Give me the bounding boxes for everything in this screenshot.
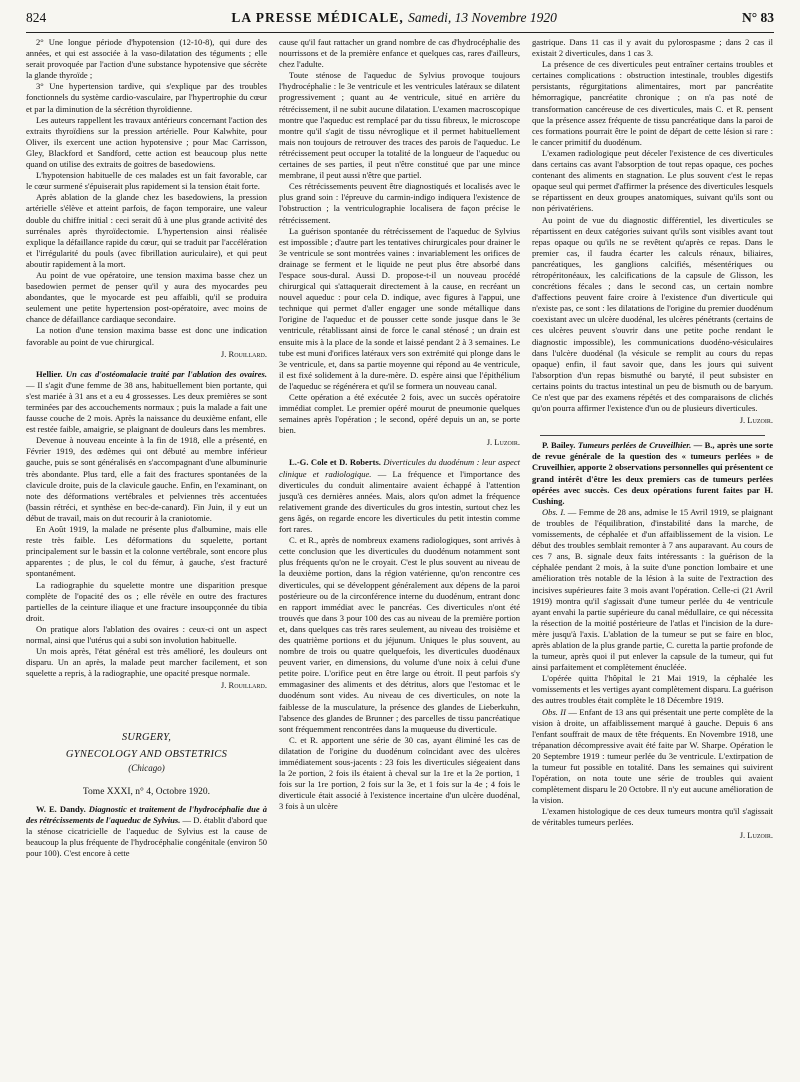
article-title: Un cas d'ostéomalacie traité par l'ablation des ovaires. <box>65 368 268 379</box>
article-title: Diagnostic et traitement de l'hydrocéphalie due à des rétrécissements de l'aqueduc de Sylvius. <box>26 803 268 825</box>
paragraph: Devenue à nouveau enceinte à la fin de 1918, elle a présenté, en Février 1919, des œdèmes qui ont débuté au membre inférieur gauche, puis se sont généralisés en s'accompagnant d'une albuminurie très abondante. Plus tard, elle a fait des fractures spontanées de la clavicule droite, puis de la clavicule gauche. Enfin, en l'examinant, on note des déformations vertébrales et pelviennes très accentuées (bassin rétréci, et synthèse en bec-de-canard). Fin Juin, il y eut un début de travail, mais on dut recourir à la craniotomie. <box>26 435 267 523</box>
observation-text: — Femme de 28 ans, admise le 15 Avril 1919, se plaignant de troubles de l'équilibration, d'instabilité dans la marche, de vomissements, de céphalée et d'un affaiblissement de la vision. Le début des troubles semblait remonter à 7 ans auparavant. Au cours de ces 7 ans, B. signale deux faits intéressants : la guérison de la céphalée pendant 2 mois, à la suite d'une ponction lombaire et une amélioration très notable de la lésion à la suite de l'extraction des incisives supérieures faite 3 mois avant l'opération. Celle-ci (21 Avril 1919) montra qu'il s'agissait d'une tumeur perlée du 4e ventricule ayant envahi la partie supérieure du canal médullaire, ce qui nécessita la résection de la moitié postérieure de l'atlas et l'incision de la dure-mère jusqu'à l'axis. L'ablation de la tumeur se put se faire en bloc, après ablation de la plus grande partie, C. curetta la partie profonde de la tumeur, après quoi il put enlever la capsule de la tumeur, qui fut ainsi parfaitement et complètement énucléée. <box>532 506 773 673</box>
author-signature: J. Luzoir. <box>739 829 773 840</box>
paragraph: Ces rétrécissements peuvent être diagnostiqués et localisés avec le plus grand soin : l'épreuve du carmin-indigo indiquera l'existence de l'obstruction ; la ventriculographie localisera de façon précise le rétrécissement. <box>279 181 520 225</box>
article-text: — La fréquence et l'importance des diverticules du conduit alimentaire avaient échappé à l'attention jusqu'à ces dernières années. Mais, alors qu'on admet la fréquence relativement grande des diverticules du gros intestin, surtout chez les gens âgés, on regarde encore les diverticules du petit intestin comme fort rares. <box>279 468 520 535</box>
section-city: (Chicago) <box>128 763 165 774</box>
issue-number: N° 83 <box>741 10 774 25</box>
issue-date: Samedi, 13 Novembre 1920 <box>408 10 557 25</box>
article-author: P. Bailey. <box>542 440 576 451</box>
paragraph: cause qu'il faut rattacher un grand nombre de cas d'hydrocéphalie des nourrissons et de la première enfance et quelques cas, rares d'ailleurs, chez l'adulte. <box>279 37 520 70</box>
article-paragraph <box>279 457 520 535</box>
paragraph: La radiographie du squelette montre une disparition presque complète de l'opacité des os ; elle révèle en outre des fractures partielles de la ceinture iliaque et une fracture insoupçonnée du tibia droit. <box>26 579 267 623</box>
paragraph: Les auteurs rappellent les travaux antérieurs concernant l'action des extraits thyroïdiens sur la pression artérielle. Pour Kalwhite, pour Oliver, ils exercent une action hypotensive ; pour Mac Carrisson, Gley, Blackford et Sandford, cette action est beaucoup plus nette quand on utilise des extraits de goitres de basedowiens. <box>26 114 267 170</box>
paragraph: L'examen histologique de ces deux tumeurs montra qu'il s'agissait de véritables tumeurs perlées. <box>532 806 773 828</box>
paragraph: Toute sténose de l'aqueduc de Sylvius provoque toujours l'hydrocéphalie : le 3e ventricule et les ventricules latéraux se dilatent progressivement ; quant au 4e ventricule, situé en arrière du rétrécissement, il ne subit aucune dilatation. L'examen macroscopique montre que l'aqueduc est remplacé par du tissu fibreux, le microscope montre qu'il s'agit de tissu névroglique et il permet habituellement mais non toujours de retrouver des traces des parois de l'aqueduc. Le rétrécissement peut occuper la totalité de la longueur de l'aqueduc ou certaines de ses parties, il peut n'être constitué que par une mince membrane, il peut aussi n'être que partiel. <box>279 70 520 181</box>
article-text: — D. établit d'abord que la sténose cicatricielle de l'aqueduc de Sylvius est la cause de beaucoup la plus fréquente de l'hydrocéphalie congénitale (environ 50 pour 100). C'est encore à cette <box>26 814 267 858</box>
paragraph: On pratique alors l'ablation des ovaires : ceux-ci ont un aspect normal, ainsi que l'utérus qui a subi son involution habituelle. <box>26 623 267 645</box>
paragraph: L'opérée quitta l'hôpital le 21 Mai 1919, la céphalée les vomissements et les vertiges ayant complètement disparu. La guérison des autres troubles était complète le 18 Décembre 1919. <box>532 673 773 706</box>
columns <box>26 37 774 859</box>
journal-title: LA PRESSE MÉDICALE, <box>231 10 404 25</box>
article-title: Diverticules du duodénum : leur aspect clinique et radiologique. <box>279 457 520 479</box>
masthead <box>231 10 557 26</box>
paragraph: Au point de vue opératoire, une tension maxima basse chez un basedowien permet de penser qu'il y aura des myocardes peu abondantes, que le myocarde est peu affaibli, qu'il se produira seulement une petite hypertension post-opératoire, avec moins de chance de défaillance cardiaque secondaire. <box>26 269 267 325</box>
paragraph: C. et R. apportent une série de 30 cas, ayant éliminé les cas de dilatation de l'origine du duodénum coïncidant avec des ulcères immédiatement sous-jacents : 23 fois les diverticules siégeaient dans la 2e portion, 2 fois ils étaient à cheval sur la 1re et la 2e portion, 1 fois sur la 1re portion, 2 fois sur la 3e, et 1 fois sur la 4e ; 4 fois le diverticule était associé à l'existence incertaine d'un ulcère duodénal, 3 fois à un ulcère <box>279 734 520 812</box>
article-author: Hellier. <box>36 368 63 379</box>
paragraph: 2° Une longue période d'hypotension (12-10-8), qui dure des années, et qui est associée à la vaso-dilatation des téguments ; elle serait provoquée par l'action d'une substance hypotensive que sécrète la glande thyroïde ; <box>26 37 267 81</box>
article-title: Tumeurs perlées de Cruveilhier. <box>577 440 692 451</box>
section-heading-line2: GYNECOLOGY AND OBSTETRICS <box>65 749 228 761</box>
paragraph: Après ablation de la glande chez les basedowiens, la pression artérielle s'élève et atteint parfois, de façon temporaire, une valeur double du chiffre initial : ceci serait dû à une plus grande activité des surrénales après thyroïdectomie. L'hypertension ainsi réalisée explique la défaillance rapide du cœur, qui se traduit par l'accélération et l'irrégularité du pouls (avec fibrillation auriculaire), et qui peut aboutir rapidement à la mort. <box>26 192 267 269</box>
paragraph: Au point de vue du diagnostic différentiel, les diverticules se répartissent en deux catégories suivant qu'ils sont visibles avant tout repas opaque ou qu'ils ne se revêtent qu'après ce repas. Dans le premier cas, il faudra écarter les calculs rénaux, biliaires, pancréatiques, les ganglions calcifiés, mésentériques ou rétropéritonéaux, les calcifications de la capsule de Glisson, les concrétions fécales ; dans le second cas, un certain nombre d'affections peuvent faire croire à l'existence d'un diverticule qui n'existe pas, ce sont : les dilatations de l'origine du premier duodénum coexistant avec un ulcère duodénal, les ulcères pénétrants (certains de ces ulcères peuvent s'ouvrir dans une petite poche rendant le diagnostic impossible), les communications duodéno-vésiculaires dans l'ulcère duodénal (la vésicule se remplit au cours du repas opaque) enfin, il faut savoir que, dans les jours qui suivent l'absorption d'un repas bismuthé ou baryté, il peut subsister en certains points du tractus intestinal un peu de bismuth ou de baryum. Ce n'est que par des examens répétés et des comparaisons de clichés qu'on pourra affirmer l'existence d'un ou de plusieurs diverticules. <box>532 214 773 414</box>
paragraph: C. et R., après de nombreux examens radiologiques, sont arrivés à cette conclusion que les diverticules du duodénum notamment sont plus fréquents qu'on ne le croyait. C'est le plus souvent au niveau de la deuxième portion, dans la région vatérienne, qu'on rencontre ces diverticules, qui se développent généralement aux dépens de la paroi postérieure ou de la circonférence interne du duodénum, entrant donc en rapport immédiat avec le pancréas. Ces diverticules n'ont été trouvés que dans 3 pour 100 des cas au niveau de la première portion et, dans quelques cas très rares seulement, au niveau des troisième et des quatrième portions et du jéjunum. Uniques le plus souvent, au nombre de trois ou quatre quelquefois, les diverticules duodénaux peuvent varier, en dimensions, du volume d'une noix à celui d'une petite poire. L'orifice peut en être large ou étroit. Il peut parfois s'y emmagasiner des aliments et des détritus, alors que l'estomac et le duodénum sont vides. Au niveau de ces diverticules, on note la faiblesse de la musculature, la présence des glandes de Lieberkuhn, l'absence des glandes de Brunner ; des parcelles de tissu pancréatique sont fréquemment rencontrées dans la muqueuse du diverticule. <box>279 535 520 734</box>
paragraph: gastrique. Dans 11 cas il y avait du pylorospasme ; dans 2 cas il existait 2 diverticules, dans 1 cas 3. <box>532 37 773 59</box>
page-header <box>26 10 774 33</box>
section-heading: SURGERY, <box>121 732 172 744</box>
column-2 <box>279 37 520 859</box>
article-author: L.-G. Cole et D. Roberts. <box>289 457 381 468</box>
author-signature: J. Luzoir. <box>486 437 520 448</box>
observation-label: Obs. I. <box>542 506 566 517</box>
observation-text: — Enfant de 13 ans qui présentait une perte complète de la vision à droite, un affaiblissement marqué à gauche. Depuis 6 ans l'enfant souffrait de maux de tête fréquents. En Novembre 1918, une trépanation décompressive avait été faite par W. Sharpe. Opération le 20 Septembre 1919 : tumeur perlée du 3e ventricule. L'extirpation de la tumeur fut possible en totalité. Dans les semaines qui suivirent l'opération, on nota toute une série de troubles qui avaient complètement disparu le 20 Octobre. Il n'y eut aucune amélioration de la vision. <box>532 706 773 806</box>
page-number: 824 <box>26 10 47 25</box>
observation-paragraph <box>532 707 773 807</box>
divider <box>540 435 765 436</box>
author-signature: J. Rouillard. <box>220 680 267 691</box>
observation-paragraph <box>532 507 773 673</box>
article-paragraph <box>532 440 773 507</box>
article-text: — Il s'agit d'une femme de 38 ans, habituellement bien portante, qui s'est mariée à 31 ans et a eu 4 grossesses. Les deux premières se sont terminées par des accouchements normaux ; puis la malade a fait une fausse couche de 2 mois. Après la naissance du deuxième enfant, elle est restée faible, amaigrie, se plaignant de douleurs dans les membres. <box>26 379 267 435</box>
column-3 <box>532 37 773 859</box>
paragraph: L'hypotension habituelle de ces malades est un fait favorable, car le cœur surmené s'épuiserait plus rapidement si la tension était forte. <box>26 170 267 192</box>
article-author: W. E. Dandy. <box>36 803 86 814</box>
journal-issue: Tome XXXI, n° 4, Octobre 1920. <box>82 786 211 797</box>
author-signature: J. Rouillard. <box>220 348 267 359</box>
paragraph: Cette opération a été exécutée 2 fois, avec un succès opératoire immédiat complet. Le premier opéré mourut de pneumonie quelques semaines après l'opération ; le second, opéré depuis un an, se porte bien. <box>279 392 520 436</box>
article-text: — B., après une sorte de revue générale de la question des « tumeurs perlées » de Cruveilhier, apporte 2 observations personnelles qui présentent ce grand intérêt d'être les deux premiers cas de tumeurs perlées opérées avec succès. Ces deux opérations furent faites par H. Cushing. <box>532 440 773 506</box>
paragraph: La présence de ces diverticules peut entraîner certains troubles et certaines complications : obstruction intestinale, troubles digestifs persistants, régurgitations alimentaires, mort par pancréatite hémorragique, pancréatite chronique ; on n'a pas noté de transformation cancéreuse de ces diverticules, mais C. et R. pensent que la présence assez fréquente de tissu pancréatique dans la paroi de ces formations pourrait être le point de départ de cette lésion si rare : le cancer primitif du duodénum. <box>532 59 773 147</box>
paragraph: La notion d'une tension maxima basse est donc une indication favorable au point de vue chirurgical. <box>26 325 267 347</box>
article-paragraph <box>26 369 267 436</box>
article-paragraph <box>26 804 267 859</box>
paragraph: En Août 1919, la malade ne présente plus d'albumine, mais elle reste très faible. Les déformations du squelette, portant principalement sur le bassin et la colonne vertébrale, sont encore plus apparentes ; de plus, le col du fémur, à gauche, s'est fracturé spontanément. <box>26 524 267 579</box>
author-signature: J. Luzoir. <box>739 415 773 426</box>
observation-label: Obs. II <box>542 706 566 717</box>
column-1 <box>26 37 267 859</box>
paragraph: L'examen radiologique peut déceler l'existence de ces diverticules dans certains cas avant l'absorption de tout repas opaque, ces poches contenant des aliments en stagnation. Le plus souvent c'est le repas opaque seul qui permet d'affirmer la présence des diverticules lesquels se répartissent en deux groupes anatomiques, suivant qu'ils sont ou non périvatériens. <box>532 147 773 214</box>
paragraph: Un mois après, l'état général est très amélioré, les douleurs ont disparu. Un an après, la malade peut marcher facilement, et son squelette a repris, à la radiographie, une opacité presque normale. <box>26 646 267 679</box>
paragraph: 3° Une hypertension tardive, qui s'explique par des troubles fonctionnels du système cardio-vasculaire, par l'hypertrophie du cœur et par la diminution de la sécrétion thyroïdienne. <box>26 81 267 114</box>
paragraph: La guérison spontanée du rétrécissement de l'aqueduc de Sylvius est impossible ; d'autre part les tentatives chirurgicales pour drainer le 3e ventricule se sont montrées vaines : invariablement les orifices de drainage se ferment et le liquide ne peut plus être absorbé dans l'espace sous-dural. Aussi D. propose-t-il un nouveau procédé chirurgical qui s'attaquerait directement à la cause, en recréant un nouvel aqueduc : pour cela D. indique, avec figures à l'appui, une technique qui permet d'aller engager une sonde métallique dans l'origine de l'aqueduc et de pousser cette sonde jusque dans le 3e ventricule, rétablissant ainsi de force le canal sténosé ; un drain est ensuite mis à la place de la sonde et laissé pendant 2 à 3 semaines. Le tube est muni d'orifices latéraux vers son extrémité qui plonge dans le 3e ventricule, et, dans sa partie moyenne qui répond au 4e ventricule, il est fixé solidement à la dure-mère. D. espère ainsi que l'épithélium de l'aqueduc se régénérera et qu'il se formera un nouveau canal. <box>279 225 520 391</box>
